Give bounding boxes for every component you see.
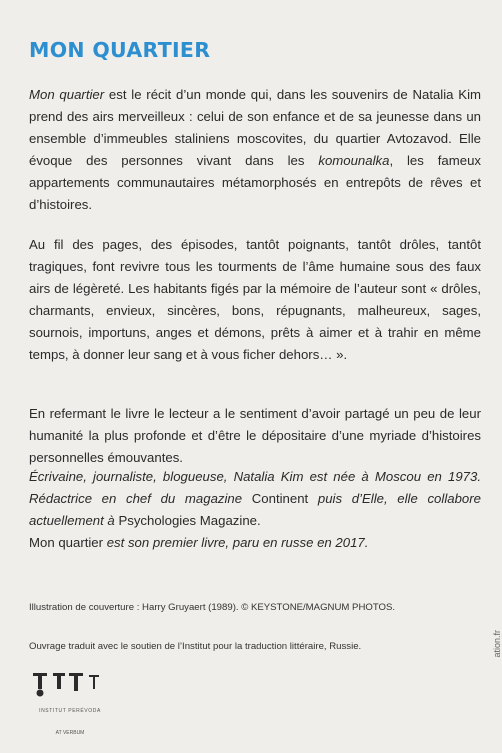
bio-elle: d’Elle [351, 490, 384, 506]
bio-italic-2: puis [308, 490, 352, 506]
bio-italic-3: , elle collabore actuellement à [29, 490, 481, 528]
book-title: MON QUARTIER [29, 38, 211, 62]
edge-text: ation.fr [492, 630, 502, 658]
imprint-label: AT VERBUM [55, 730, 85, 736]
summary-paragraph [29, 84, 481, 215]
magazine-continent: Continent [251, 490, 309, 506]
episodes-paragraph: Au fil des pages, des épisodes, tantôt poignants, tantôt drôles, tantôt tragiques, font revivre tous les tourments de l’âme humaine sous des faux airs de légèreté. Les habitants figés par la mémoire de l’auteur sont « drôles, charmants, envieux, sincères, bons, répugnants, malheureux, sages, sournois, importuns, anges et démons, prêts à aimer et à trahir en même temps, à donner leur sang et à vous ficher dehors… ». [29, 237, 481, 362]
summary-text-end: , les fameux appartements communautaires métamorphosés en entrepôts de rêves et d’histoires. [29, 152, 481, 212]
bio-italic-4: est son premier livre, paru en russe en 2017. [103, 534, 369, 550]
bio-period: . [256, 512, 261, 528]
translation-support: Ouvrage traduit avec le soutien de l’Institut pour la traduction littéraire, Russie. [29, 641, 362, 652]
logo-caption: INSTITUT PERÉVODA [39, 708, 101, 714]
summary-text: est le récit d’un monde qui, dans les souvenirs de Natalia Kim prend des airs merveilleux : celui de son enfance et de sa jeunesse dans un ensemble d’immeubles staliniens moscovites, du quartier Avtozavod. Elle évoque des personnes vivant dans les [29, 87, 481, 168]
author-bio [29, 466, 481, 554]
bio-italic-1: Écrivaine, journaliste, blogueuse, Natalia Kim est née à Moscou en 1973. Rédactrice en chef du magazine [29, 469, 481, 506]
closing-paragraph: En refermant le livre le lecteur a le sentiment d’avoir partagé un peu de leur humanité la plus profonde et d’être le dépositaire d’une myriade d’histoires personnelles émouvantes. [29, 406, 481, 465]
cover-credit: Illustration de couverture : Harry Gruyaert (1989). © KEYSTONE/MAGNUM PHOTOS. [29, 602, 396, 613]
book-name: Mon quartier [29, 534, 104, 550]
magazine-psychologies: Psychologies Magazine [118, 512, 257, 528]
komounalka-italic: komounalka [318, 152, 390, 168]
title-italic: Mon quartier [29, 87, 105, 102]
